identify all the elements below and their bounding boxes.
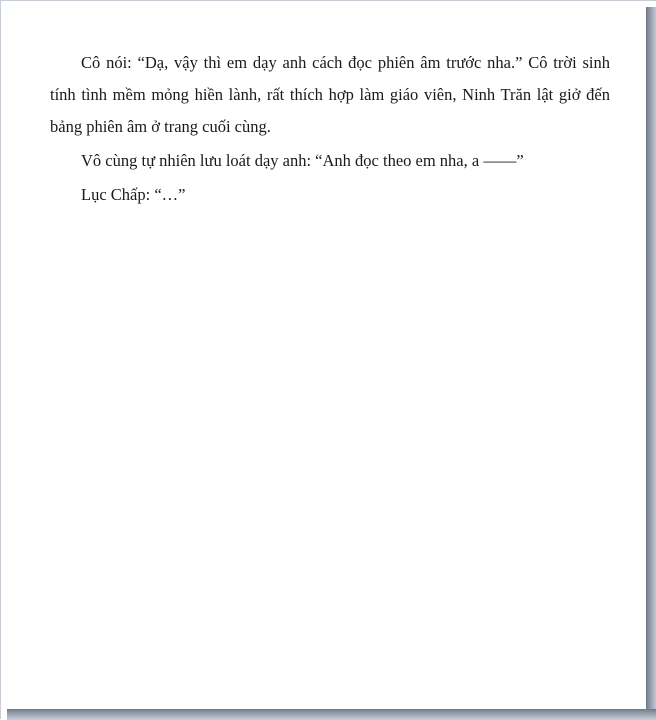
document-body [50, 47, 610, 211]
paragraph-2: Vô cùng tự nhiên lưu loát dạy anh: “Anh đọc theo em nha, a ——” [81, 151, 524, 170]
page-shadow-right [646, 7, 656, 720]
page-shadow-bottom [7, 709, 656, 720]
paragraph-1: Cô nói: “Dạ, vậy thì em dạy anh cách đọc phiên âm trước nha.” Cô trời sinh tính tình mềm mỏng hiền lành, rất thích hợp làm giáo viên, Ninh Trăn lật giở đến bảng phiên âm ở trang cuối cùng. [50, 53, 610, 136]
document-page [2, 2, 646, 709]
paragraph-3: Lục Chấp: “…” [81, 185, 186, 204]
